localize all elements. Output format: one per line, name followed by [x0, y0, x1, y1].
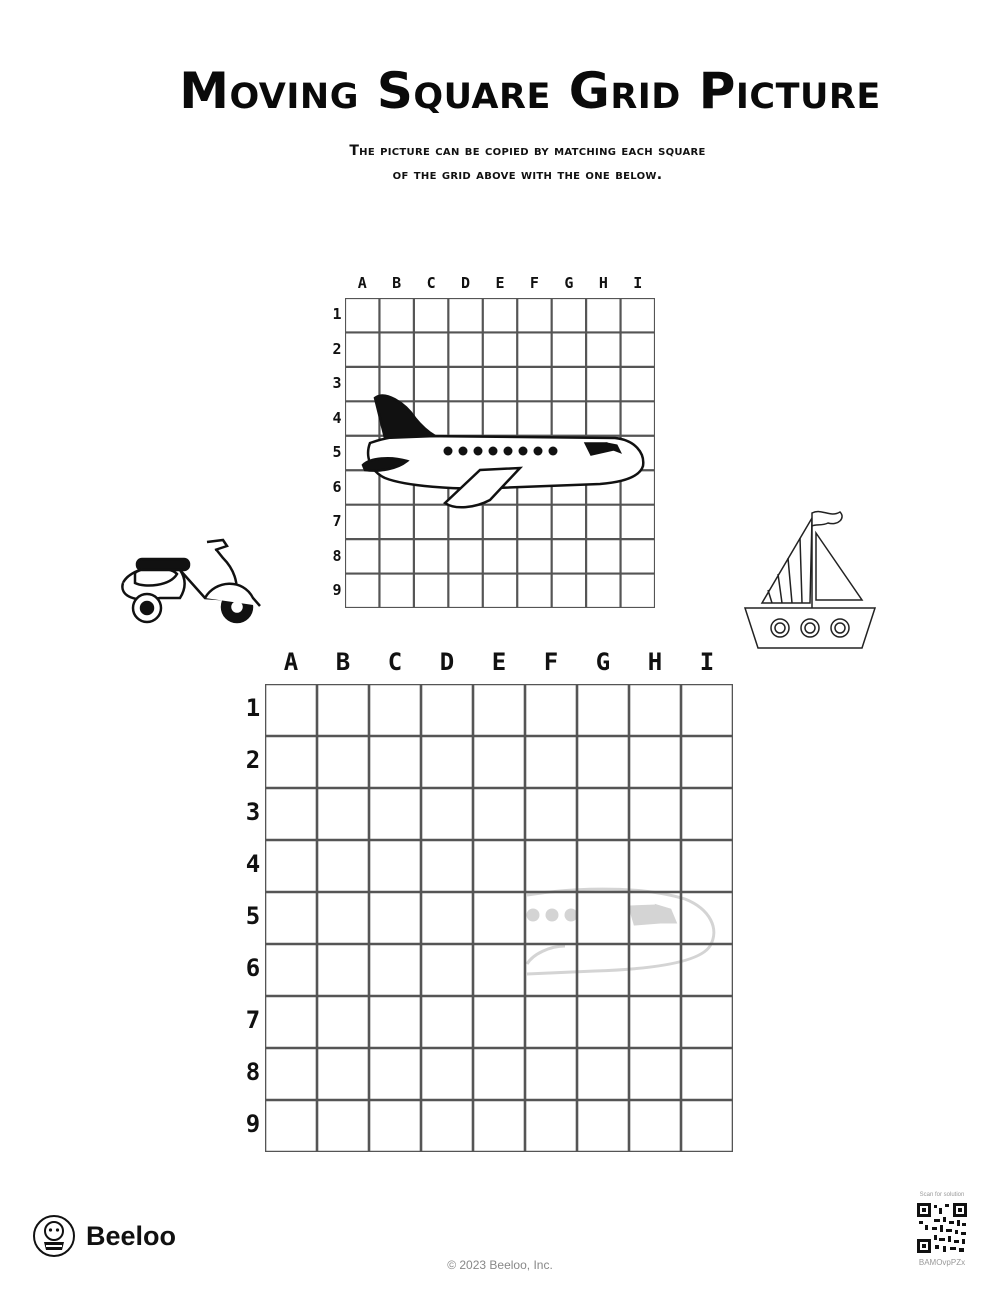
drawing-grid-row-label: 2	[245, 746, 261, 775]
airplane-hint-icon	[527, 889, 714, 974]
drawing-grid-column-label: I	[699, 648, 715, 676]
reference-grid-row-label: 3	[332, 374, 342, 393]
instructions-line-2: of the grid above with the one below.	[392, 167, 663, 183]
reference-grid-row-label: 8	[332, 546, 342, 565]
reference-grid-column-label: C	[426, 274, 436, 292]
reference-grid-column-label: I	[633, 274, 643, 292]
brand-name: Beeloo	[86, 1220, 177, 1251]
bee-icon	[32, 1214, 76, 1258]
reference-grid-column-label: B	[392, 274, 402, 292]
qr-code-icon[interactable]	[917, 1203, 967, 1253]
reference-grid-row-label: 2	[332, 339, 342, 358]
qr-caption: Scan for solution	[919, 1192, 965, 1198]
qr-code-label: BAMOvpPZx	[918, 1258, 966, 1267]
reference-grid-row-label: 6	[332, 477, 342, 496]
drawing-grid-column-label: A	[283, 648, 299, 676]
drawing-grid-lines	[265, 684, 733, 1152]
drawing-grid-row-label: 7	[245, 1006, 261, 1035]
reference-grid-column-label: F	[529, 274, 539, 292]
reference-grid-row-label: 1	[332, 305, 342, 324]
reference-grid-column-label: H	[598, 274, 608, 292]
brand-logo[interactable]	[32, 1214, 176, 1258]
drawing-grid-row-label: 9	[245, 1110, 261, 1139]
scooter-icon	[115, 528, 265, 626]
drawing-grid[interactable]	[265, 684, 733, 1152]
reference-grid-row-label: 5	[332, 443, 342, 462]
drawing-grid-column-label: C	[387, 648, 403, 676]
drawing-grid-row-label: 6	[245, 954, 261, 983]
drawing-grid-row-label: 8	[245, 1058, 261, 1087]
drawing-grid-column-label: B	[335, 648, 351, 676]
drawing-grid-column-label: H	[647, 648, 663, 676]
sailboat-icon	[740, 508, 880, 650]
instructions-line-1: The picture can be copied by matching each square	[349, 143, 706, 159]
reference-grid-column-label: D	[461, 274, 471, 292]
reference-grid-row-label: 7	[332, 512, 342, 531]
reference-grid	[345, 298, 655, 608]
drawing-grid-column-label: D	[439, 648, 455, 676]
drawing-grid-row-label: 5	[245, 902, 261, 931]
drawing-grid-row-label: 1	[245, 694, 261, 723]
reference-grid-lines	[345, 298, 655, 608]
drawing-grid-row-label: 3	[245, 798, 261, 827]
drawing-grid-column-label: E	[491, 648, 507, 676]
copyright-text: © 2023 Beeloo, Inc.	[447, 1258, 553, 1272]
airplane-icon	[363, 396, 643, 508]
reference-grid-row-label: 4	[332, 408, 342, 427]
reference-grid-column-label: A	[357, 274, 367, 292]
reference-grid-column-label: E	[495, 274, 505, 292]
drawing-grid-row-label: 4	[245, 850, 261, 879]
drawing-grid-column-label: F	[543, 648, 559, 676]
page-title: Moving Square Grid Picture	[179, 62, 881, 120]
reference-grid-row-label: 9	[332, 581, 342, 600]
drawing-grid-column-label: G	[595, 648, 611, 676]
reference-grid-column-label: G	[564, 274, 574, 292]
